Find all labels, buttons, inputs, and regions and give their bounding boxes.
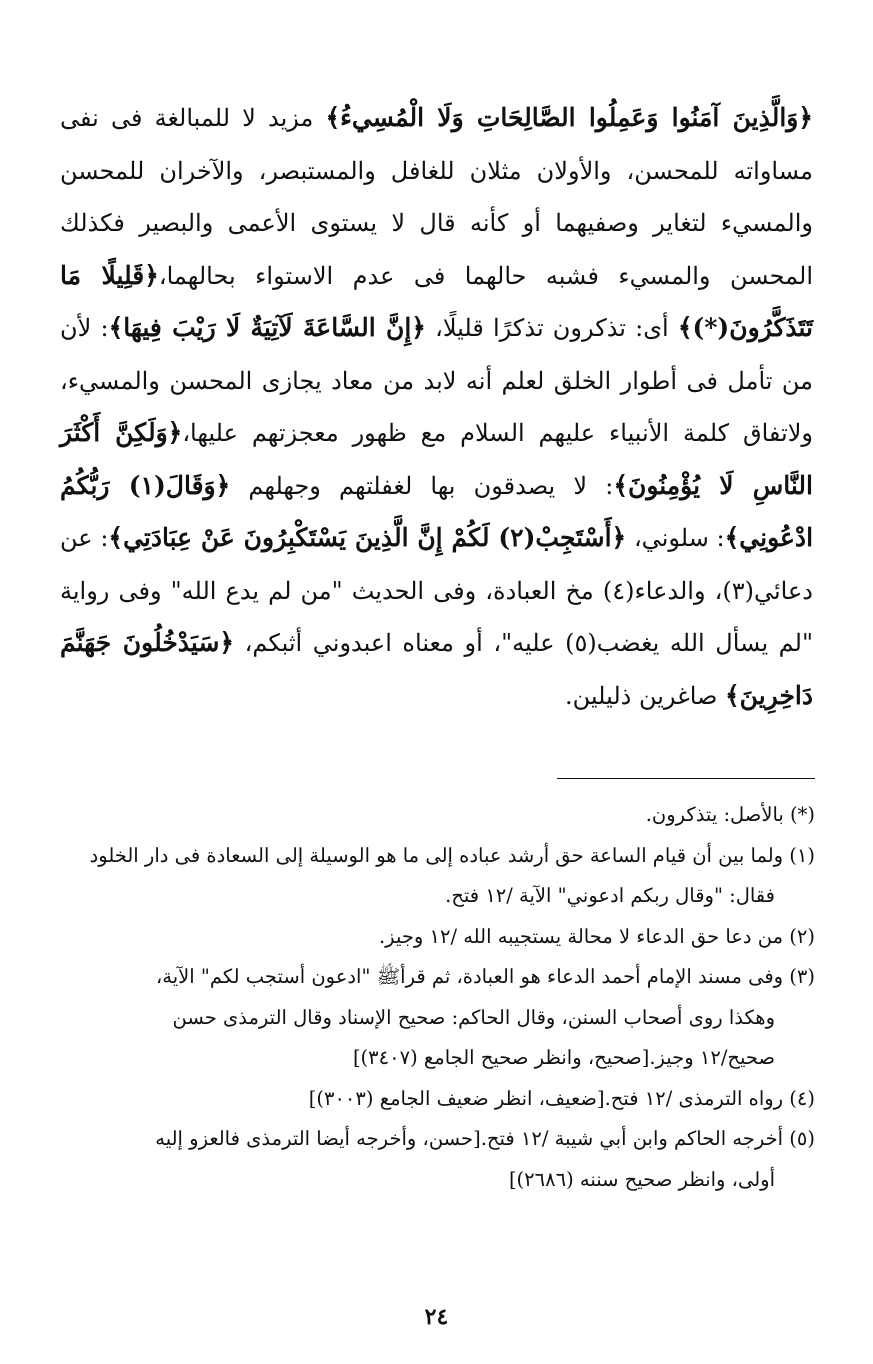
quran-verse: ﴿أَسْتَجِبْ(٢) لَكُمْ إِنَّ الَّذِينَ يَسْتَكْبِرُونَ عَنْ عِبَادَتِي﴾ xyxy=(108,523,627,552)
quran-verse: ﴿إِنَّ السَّاعَةَ لَآتِيَةٌ لَا رَيْبَ فِيهَا﴾ xyxy=(108,313,426,342)
page-number: ٢٤ xyxy=(424,1304,449,1330)
commentary-text: مزيد لا للمبالغة فى نفى مساواته للمحسن، والأولان مثلان للغافل والمستبصر، والآخران للمحسن والمسيء لتغاير وصفيهما أو كأنه قال لا يستوى الأعمى والبصير فكذلك المحسن والمسيء فشبه حالهما فى عدم الاستواء بحالهما، xyxy=(60,104,813,290)
footnote-2: (٢) من دعا حق الدعاء لا محالة يستجيبه الله /١٢ وجيز. xyxy=(378,924,815,948)
quran-verse: ﴿وَلَكِنَّ أَكْثَرَ النَّاسِ لَا يُؤْمِنُونَ﴾ xyxy=(60,418,813,500)
footnote-4: (٤) رواه الترمذى /١٢ فتح.[ضعيف، انظر ضعيف الجامع (٣٠٠٣)] xyxy=(308,1086,815,1110)
commentary-text: : لأن من تأمل فى أطوار الخلق لعلم أنه لابد من معاد يجازى المحسن والمسيء، ولاتفاق كلمة الأنبياء عليهم السلام مع ظهور معجزتهم عليها، xyxy=(60,314,813,447)
footnote-star: (*) بالأصل: يتذكرون. xyxy=(645,803,815,826)
commentary-text: : سلوني، xyxy=(626,524,725,552)
quran-verse: ﴿سَيَدْخُلُونَ جَهَنَّمَ دَاخِرِينَ﴾ xyxy=(60,628,813,710)
commentary-text: : لا يصدقون بها لغفلتهم وجهلهم xyxy=(230,471,614,500)
footnote-3-continued-2: صحيح/١٢ وجيز.[صحيح، وانظر صحيح الجامع (٣٤٠٧)] xyxy=(352,1046,775,1069)
commentary-text: صاغرين ذليلين. xyxy=(565,681,726,710)
quran-verse: ﴿وَالَّذِينَ آمَنُوا وَعَمِلُوا الصَّالِحَاتِ وَلَا الْمُسِيءُ﴾ xyxy=(325,103,813,132)
footnote-5-continued: أولى، وانظر صحيح سننه (٢٦٨٦)] xyxy=(508,1167,775,1191)
main-text xyxy=(60,92,813,722)
footnote-1: (١) ولما بين أن قيام الساعة حق أرشد عباده إلى ما هو الوسيلة إلى السعادة فى دار الخلود xyxy=(89,843,815,867)
footnotes xyxy=(55,795,815,1200)
quran-verse: ﴿وَقَالَ(١) رَبُّكُمُ ادْعُونِي﴾ xyxy=(60,470,814,552)
footnote-3-continued: وهكذا روى أصحاب السنن، وقال الحاكم: صحيح الإسناد وقال الترمذى حسن xyxy=(172,1005,775,1029)
commentary-text: أى: تذكرون تذكرًا قليلًا، xyxy=(425,314,678,342)
footnote-divider xyxy=(557,778,815,779)
footnote-3: (٣) وفى مسند الإمام أحمد الدعاء هو العبادة، ثم قرأﷺ "ادعون أستجب لكم" الآية، xyxy=(155,965,815,988)
commentary-text: : عن دعائي(٣)، والدعاء(٤) مخ العبادة، وفى الحديث "من لم يدع الله" وفى رواية "لم يسأل الله يغضب(٥) عليه"، أو معناه اعبدوني أثبكم، xyxy=(60,524,814,657)
quran-verse: ﴿قَلِيلًا مَا تَتَذَكَّرُونَ(*)﴾ xyxy=(60,260,814,342)
footnote-1-continued: فقال: "وقال ربكم ادعوني" الآية /١٢ فتح. xyxy=(445,884,775,907)
main-paragraph xyxy=(60,92,813,722)
footnote-5: (٥) أخرجه الحاكم وابن أبي شيبة /١٢ فتح.[حسن، وأخرجه أيضا الترمذى فالعزو إليه xyxy=(155,1127,815,1150)
